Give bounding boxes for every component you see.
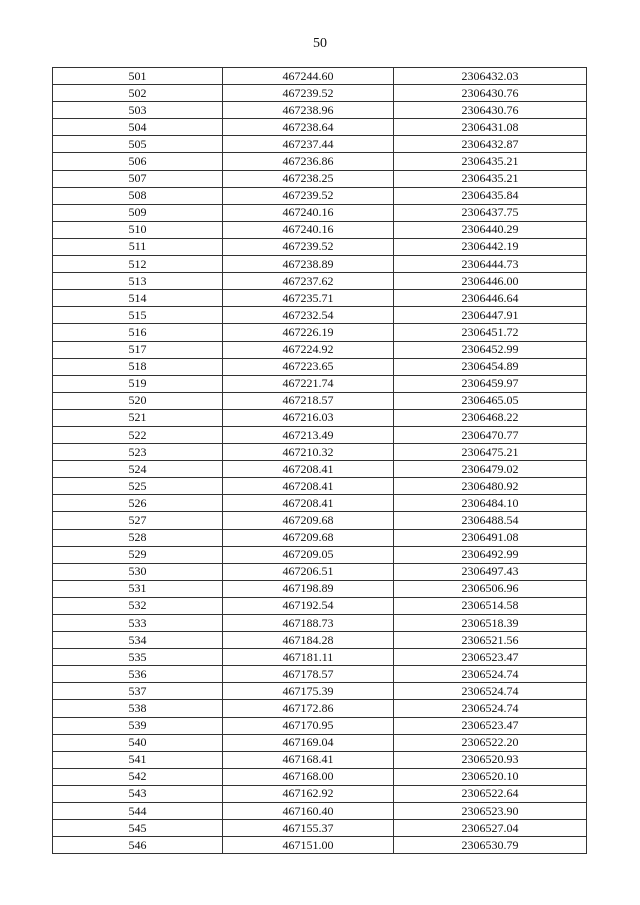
point-number-cell: 510 [53,221,223,238]
point-number-cell: 543 [53,785,223,802]
x-coordinate-cell: 467239.52 [223,238,394,255]
y-coordinate-cell: 2306442.19 [394,238,587,255]
point-number-cell: 536 [53,666,223,683]
x-coordinate-cell: 467168.00 [223,768,394,785]
y-coordinate-cell: 2306447.91 [394,307,587,324]
table-row [53,221,587,238]
table-row [53,546,587,563]
x-coordinate-cell: 467155.37 [223,820,394,837]
y-coordinate-cell: 2306514.58 [394,597,587,614]
table-row [53,85,587,102]
table-row [53,204,587,221]
point-number-cell: 522 [53,426,223,443]
x-coordinate-cell: 467192.54 [223,597,394,614]
x-coordinate-cell: 467238.96 [223,102,394,119]
x-coordinate-cell: 467198.89 [223,580,394,597]
y-coordinate-cell: 2306459.97 [394,375,587,392]
x-coordinate-cell: 467226.19 [223,324,394,341]
point-number-cell: 508 [53,187,223,204]
x-coordinate-cell: 467239.52 [223,85,394,102]
table-row [53,102,587,119]
table-row [53,187,587,204]
y-coordinate-cell: 2306523.47 [394,717,587,734]
y-coordinate-cell: 2306497.43 [394,563,587,580]
x-coordinate-cell: 467151.00 [223,837,394,854]
point-number-cell: 530 [53,563,223,580]
y-coordinate-cell: 2306479.02 [394,461,587,478]
x-coordinate-cell: 467223.65 [223,358,394,375]
y-coordinate-cell: 2306435.21 [394,153,587,170]
table-row [53,273,587,290]
table-row [53,324,587,341]
table-row [53,68,587,85]
x-coordinate-cell: 467216.03 [223,409,394,426]
table-row [53,358,587,375]
point-number-cell: 511 [53,238,223,255]
point-number-cell: 546 [53,837,223,854]
x-coordinate-cell: 467237.62 [223,273,394,290]
point-number-cell: 516 [53,324,223,341]
table-row [53,426,587,443]
table-row [53,597,587,614]
point-number-cell: 519 [53,375,223,392]
table-row [53,256,587,273]
table-row [53,785,587,802]
y-coordinate-cell: 2306520.93 [394,751,587,768]
y-coordinate-cell: 2306522.20 [394,734,587,751]
table-row [53,734,587,751]
y-coordinate-cell: 2306492.99 [394,546,587,563]
y-coordinate-cell: 2306475.21 [394,444,587,461]
coordinates-table-body [53,68,587,854]
table-row [53,683,587,700]
x-coordinate-cell: 467175.39 [223,683,394,700]
y-coordinate-cell: 2306446.00 [394,273,587,290]
x-coordinate-cell: 467172.86 [223,700,394,717]
y-coordinate-cell: 2306527.04 [394,820,587,837]
x-coordinate-cell: 467209.68 [223,512,394,529]
table-row [53,495,587,512]
point-number-cell: 529 [53,546,223,563]
y-coordinate-cell: 2306524.74 [394,666,587,683]
y-coordinate-cell: 2306484.10 [394,495,587,512]
point-number-cell: 535 [53,649,223,666]
point-number-cell: 540 [53,734,223,751]
page-number: 50 [313,36,327,51]
x-coordinate-cell: 467244.60 [223,68,394,85]
point-number-cell: 505 [53,136,223,153]
table-row [53,837,587,854]
point-number-cell: 515 [53,307,223,324]
x-coordinate-cell: 467237.44 [223,136,394,153]
y-coordinate-cell: 2306470.77 [394,426,587,443]
y-coordinate-cell: 2306432.03 [394,68,587,85]
table-row [53,563,587,580]
y-coordinate-cell: 2306480.92 [394,478,587,495]
point-number-cell: 539 [53,717,223,734]
point-number-cell: 521 [53,409,223,426]
x-coordinate-cell: 467232.54 [223,307,394,324]
table-row [53,170,587,187]
x-coordinate-cell: 467240.16 [223,221,394,238]
point-number-cell: 541 [53,751,223,768]
table-row [53,290,587,307]
y-coordinate-cell: 2306432.87 [394,136,587,153]
x-coordinate-cell: 467238.25 [223,170,394,187]
point-number-cell: 501 [53,68,223,85]
table-row [53,666,587,683]
y-coordinate-cell: 2306522.64 [394,785,587,802]
y-coordinate-cell: 2306530.79 [394,837,587,854]
x-coordinate-cell: 467240.16 [223,204,394,221]
x-coordinate-cell: 467170.95 [223,717,394,734]
x-coordinate-cell: 467210.32 [223,444,394,461]
x-coordinate-cell: 467239.52 [223,187,394,204]
table-row [53,580,587,597]
x-coordinate-cell: 467224.92 [223,341,394,358]
y-coordinate-cell: 2306520.10 [394,768,587,785]
x-coordinate-cell: 467221.74 [223,375,394,392]
point-number-cell: 509 [53,204,223,221]
table-row [53,512,587,529]
point-number-cell: 526 [53,495,223,512]
y-coordinate-cell: 2306454.89 [394,358,587,375]
x-coordinate-cell: 467162.92 [223,785,394,802]
x-coordinate-cell: 467213.49 [223,426,394,443]
y-coordinate-cell: 2306440.29 [394,221,587,238]
y-coordinate-cell: 2306488.54 [394,512,587,529]
point-number-cell: 532 [53,597,223,614]
point-number-cell: 528 [53,529,223,546]
y-coordinate-cell: 2306451.72 [394,324,587,341]
point-number-cell: 512 [53,256,223,273]
point-number-cell: 517 [53,341,223,358]
y-coordinate-cell: 2306491.08 [394,529,587,546]
table-row [53,444,587,461]
table-row [53,820,587,837]
x-coordinate-cell: 467209.05 [223,546,394,563]
y-coordinate-cell: 2306430.76 [394,102,587,119]
coordinates-table [52,67,587,854]
table-row [53,153,587,170]
point-number-cell: 506 [53,153,223,170]
x-coordinate-cell: 467168.41 [223,751,394,768]
y-coordinate-cell: 2306506.96 [394,580,587,597]
y-coordinate-cell: 2306452.99 [394,341,587,358]
table-row [53,803,587,820]
y-coordinate-cell: 2306430.76 [394,85,587,102]
table-row [53,478,587,495]
table-row [53,392,587,409]
point-number-cell: 514 [53,290,223,307]
y-coordinate-cell: 2306468.22 [394,409,587,426]
y-coordinate-cell: 2306521.56 [394,632,587,649]
x-coordinate-cell: 467209.68 [223,529,394,546]
x-coordinate-cell: 467160.40 [223,803,394,820]
point-number-cell: 520 [53,392,223,409]
x-coordinate-cell: 467206.51 [223,563,394,580]
x-coordinate-cell: 467208.41 [223,495,394,512]
point-number-cell: 534 [53,632,223,649]
table-row [53,615,587,632]
table-row [53,136,587,153]
y-coordinate-cell: 2306523.90 [394,803,587,820]
point-number-cell: 524 [53,461,223,478]
y-coordinate-cell: 2306524.74 [394,700,587,717]
point-number-cell: 542 [53,768,223,785]
x-coordinate-cell: 467188.73 [223,615,394,632]
point-number-cell: 527 [53,512,223,529]
x-coordinate-cell: 467178.57 [223,666,394,683]
table-row [53,119,587,136]
table-row [53,409,587,426]
y-coordinate-cell: 2306446.64 [394,290,587,307]
point-number-cell: 507 [53,170,223,187]
x-coordinate-cell: 467208.41 [223,478,394,495]
point-number-cell: 538 [53,700,223,717]
y-coordinate-cell: 2306465.05 [394,392,587,409]
y-coordinate-cell: 2306435.21 [394,170,587,187]
point-number-cell: 533 [53,615,223,632]
y-coordinate-cell: 2306437.75 [394,204,587,221]
table-row [53,700,587,717]
y-coordinate-cell: 2306518.39 [394,615,587,632]
table-row [53,307,587,324]
y-coordinate-cell: 2306435.84 [394,187,587,204]
x-coordinate-cell: 467184.28 [223,632,394,649]
x-coordinate-cell: 467169.04 [223,734,394,751]
point-number-cell: 504 [53,119,223,136]
x-coordinate-cell: 467236.86 [223,153,394,170]
point-number-cell: 513 [53,273,223,290]
table-row [53,649,587,666]
table-row [53,461,587,478]
x-coordinate-cell: 467238.64 [223,119,394,136]
table-row [53,375,587,392]
point-number-cell: 531 [53,580,223,597]
x-coordinate-cell: 467238.89 [223,256,394,273]
x-coordinate-cell: 467235.71 [223,290,394,307]
table-row [53,632,587,649]
point-number-cell: 544 [53,803,223,820]
table-row [53,529,587,546]
point-number-cell: 503 [53,102,223,119]
point-number-cell: 523 [53,444,223,461]
point-number-cell: 502 [53,85,223,102]
point-number-cell: 537 [53,683,223,700]
x-coordinate-cell: 467208.41 [223,461,394,478]
y-coordinate-cell: 2306524.74 [394,683,587,700]
y-coordinate-cell: 2306444.73 [394,256,587,273]
y-coordinate-cell: 2306523.47 [394,649,587,666]
y-coordinate-cell: 2306431.08 [394,119,587,136]
table-row [53,751,587,768]
table-row [53,238,587,255]
point-number-cell: 525 [53,478,223,495]
point-number-cell: 545 [53,820,223,837]
table-row [53,768,587,785]
table-row [53,341,587,358]
x-coordinate-cell: 467218.57 [223,392,394,409]
point-number-cell: 518 [53,358,223,375]
x-coordinate-cell: 467181.11 [223,649,394,666]
table-row [53,717,587,734]
